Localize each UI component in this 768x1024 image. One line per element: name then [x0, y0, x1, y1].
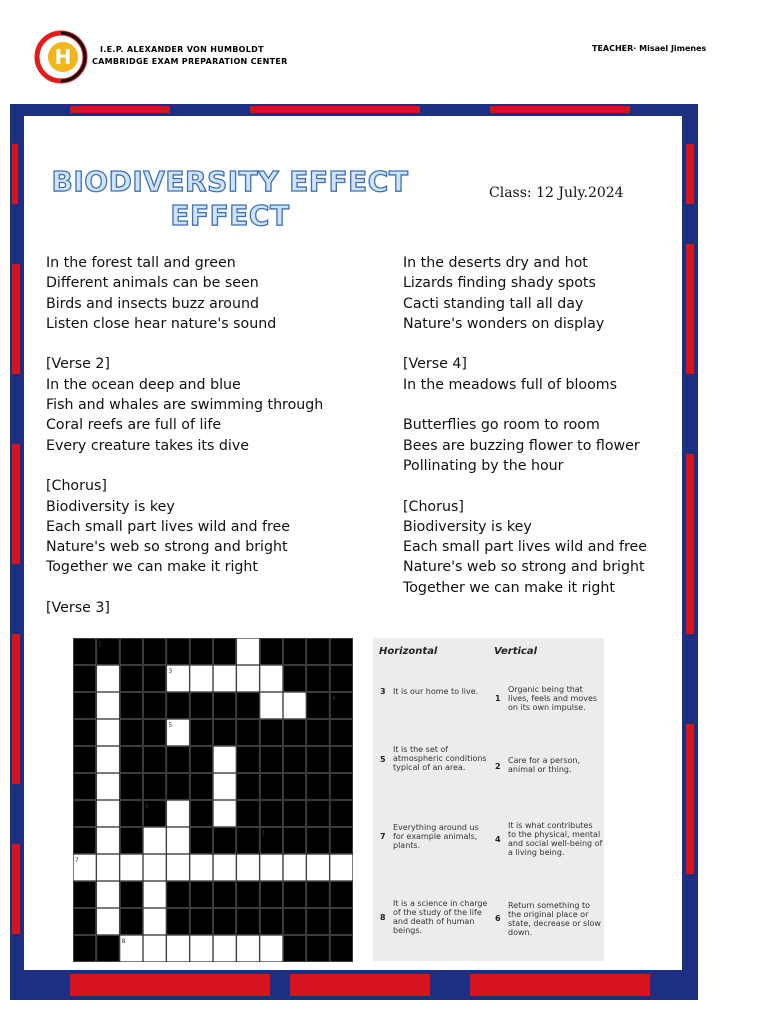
crossword-cell-white: [260, 693, 282, 719]
crossword-cell-black: [307, 747, 329, 773]
crossword-cell-black: [237, 801, 259, 827]
crossword-cell-white: [260, 936, 282, 962]
crossword-cell-black: [237, 774, 259, 800]
school-name-line1: I.E.P. ALEXANDER VON HUMBOLDT: [100, 45, 264, 54]
crossword-cell-black: [330, 666, 352, 692]
crossword-cell-black: [120, 747, 142, 773]
lyric-line: Together we can make it right: [46, 559, 258, 576]
crossword-number: 3: [168, 668, 173, 675]
crossword-cell-white: [284, 693, 306, 719]
crossword-cell-white: [237, 639, 259, 665]
crossword-cell-black: [120, 720, 142, 746]
crossword-cell-white: [260, 666, 282, 692]
lyric-line: Pollinating by the hour: [403, 457, 564, 474]
crossword-cell-black: [260, 882, 282, 908]
crossword-cell-black: [260, 747, 282, 773]
crossword-cell-black: [120, 774, 142, 800]
crossword-cell-white: [330, 855, 352, 881]
crossword-cell-white: [260, 855, 282, 881]
lyric-line: Every creature takes its dive: [46, 437, 249, 454]
crossword-cell-black: [74, 747, 96, 773]
lyric-line: In the deserts dry and hot: [403, 255, 588, 271]
crossword-cell-black: [190, 828, 212, 854]
crossword-cell-black: [190, 720, 212, 746]
crossword-cell-black: [144, 693, 166, 719]
crossword-cell-black: [284, 909, 306, 935]
crossword-cell-black: [120, 828, 142, 854]
crossword-number: 4: [331, 695, 336, 702]
clue-h-number: 7: [380, 832, 386, 841]
lyric-line: Butterflies go room to room: [403, 417, 600, 434]
crossword-cell-black: [284, 828, 306, 854]
crossword-cell-black: [167, 882, 189, 908]
crossword-cell-black: [190, 909, 212, 935]
lyric-line: Each small part lives wild and free: [403, 539, 647, 556]
crossword-cell-white: [97, 828, 119, 854]
crossword-cell-black: [120, 693, 142, 719]
school-logo: [34, 30, 88, 84]
crossword-cell-black: [330, 720, 352, 746]
lyric-line: Lizards finding shady spots: [403, 275, 596, 292]
title-line1: BIODIVERSITY EFFECT: [51, 165, 409, 198]
clue-v-number: 6: [495, 914, 501, 923]
crossword-cell-black: [190, 774, 212, 800]
crossword-cell-white: [97, 855, 119, 881]
crossword-cell-black: [144, 666, 166, 692]
crossword-cell-white: [97, 882, 119, 908]
lyric-line: Nature's web so strong and bright: [403, 559, 645, 576]
crossword-cell-white: [144, 936, 166, 962]
crossword-cell-black: [260, 909, 282, 935]
crossword-cell-white: [190, 855, 212, 881]
crossword-cell-black: [307, 774, 329, 800]
clue-v-text: It is what contributes to the physical, mental and social well-being of a living being.: [508, 821, 603, 857]
blank-line: [46, 334, 323, 354]
crossword-cell-black: [214, 693, 236, 719]
crossword-cell-black: [144, 747, 166, 773]
crossword-cell-black: [74, 801, 96, 827]
vertical-heading: Vertical: [494, 646, 538, 657]
crossword-cell-black: [330, 936, 352, 962]
crossword-cell-white: [214, 936, 236, 962]
crossword-cell-white: [167, 801, 189, 827]
clue-h-text: It is the set of atmospheric conditions typical of an area.: [393, 745, 487, 772]
crossword-cell-black: [260, 720, 282, 746]
crossword-cell-black: [307, 801, 329, 827]
crossword-cell-white: [144, 909, 166, 935]
crossword-cell-black: [330, 801, 352, 827]
crossword-cell-black: [237, 828, 259, 854]
crossword-cell-black: [260, 639, 282, 665]
worksheet-title: [40, 165, 420, 233]
clue-h-text: Everything around us for example animals, plants.: [393, 823, 479, 850]
crossword-cell-black: [260, 774, 282, 800]
lyric-line: [Verse 2]: [46, 356, 110, 373]
crossword-cell-black: [167, 747, 189, 773]
crossword-cell-black: [330, 828, 352, 854]
crossword-cell-black: [190, 639, 212, 665]
lyric-line: Nature's web so strong and bright: [46, 539, 288, 556]
school-name: [92, 44, 288, 68]
crossword-number: 5: [168, 722, 173, 729]
crossword-number: 1: [261, 830, 266, 837]
crossword-cell-white: [97, 666, 119, 692]
crossword-cell-black: [284, 747, 306, 773]
crossword-cell-black: [237, 747, 259, 773]
crossword-cell-white: [167, 936, 189, 962]
crossword-cell-black: [307, 639, 329, 665]
crossword-cell-white: [214, 855, 236, 881]
blank-line: [403, 395, 647, 415]
crossword-cell-black: [74, 666, 96, 692]
lyric-line: Biodiversity is key: [403, 518, 532, 535]
crossword-cell-black: [214, 882, 236, 908]
lyric-line: In the forest tall and green: [46, 255, 236, 271]
lyric-line: Coral reefs are full of life: [46, 417, 222, 434]
crossword-cell-white: [237, 666, 259, 692]
crossword-cell-white: [214, 666, 236, 692]
crossword-cell-black: [167, 774, 189, 800]
crossword-cell-black: [214, 720, 236, 746]
crossword-cell-white: [120, 855, 142, 881]
crossword-cell-black: [167, 909, 189, 935]
blank-line: [403, 476, 647, 496]
crossword-cell-white: [97, 720, 119, 746]
crossword-cell-black: [284, 882, 306, 908]
crossword-cell-black: [330, 639, 352, 665]
crossword-cell-black: [307, 666, 329, 692]
crossword-cell-white: [214, 801, 236, 827]
lyric-line: Each small part lives wild and free: [46, 518, 290, 535]
lyric-line: Together we can make it right: [403, 579, 615, 596]
crossword-cell-black: [144, 774, 166, 800]
crossword-cell-white: [97, 909, 119, 935]
lyric-line: [Verse 3]: [46, 600, 110, 617]
crossword-cell-black: [284, 936, 306, 962]
crossword-cell-black: [307, 828, 329, 854]
crossword-cell-black: [190, 747, 212, 773]
crossword-cell-black: [120, 882, 142, 908]
title-line2: EFFECT: [170, 199, 290, 232]
crossword-cell-black: [260, 801, 282, 827]
lyric-line: [Verse 4]: [403, 356, 467, 373]
clue-v-number: 4: [495, 835, 501, 844]
crossword-cell-black: [237, 693, 259, 719]
crossword-cell-white: [167, 828, 189, 854]
crossword-cell-white: [97, 747, 119, 773]
lyric-line: [Chorus]: [46, 478, 107, 495]
clue-v-number: 1: [495, 694, 501, 703]
class-date: Class: 12 July.2024: [489, 185, 624, 201]
crossword-cell-black: [190, 693, 212, 719]
clue-h-text: It is our home to live.: [393, 687, 479, 696]
crossword-cell-black: [74, 909, 96, 935]
crossword-cell-black: [214, 909, 236, 935]
crossword-cell-black: [330, 747, 352, 773]
crossword-cell-white: [144, 855, 166, 881]
crossword-number: 7: [75, 857, 79, 864]
crossword-cell-white: [237, 936, 259, 962]
lyric-line: Listen close hear nature's sound: [46, 315, 277, 332]
crossword-cell-black: [307, 882, 329, 908]
crossword-cell-white: [307, 855, 329, 881]
crossword-cell-black: [284, 774, 306, 800]
crossword-cell-white: [167, 855, 189, 881]
clue-h-number: 8: [380, 913, 386, 922]
crossword-cell-black: [307, 909, 329, 935]
school-name-line2: CAMBRIDGE EXAM PREPARATION CENTER: [92, 57, 288, 66]
crossword-cell-white: [144, 882, 166, 908]
crossword-cell-black: [74, 774, 96, 800]
crossword-cell-black: [74, 639, 96, 665]
crossword-cell-black: [120, 801, 142, 827]
crossword-cell-black: [330, 909, 352, 935]
lyric-line: In the ocean deep and blue: [46, 376, 241, 393]
crossword-cell-black: [330, 774, 352, 800]
lyric-line: Cacti standing tall all day: [403, 295, 584, 312]
clue-h-text: It is a science in charge of the study of the life and death of human beings.: [393, 899, 488, 935]
crossword-cell-black: [307, 720, 329, 746]
crossword-cell-white: [97, 801, 119, 827]
crossword-cell-black: [214, 639, 236, 665]
blank-line: [403, 334, 647, 354]
crossword-cell-black: [214, 828, 236, 854]
crossword-number: 8: [121, 938, 126, 945]
crossword-cell-black: [74, 936, 96, 962]
crossword-cell-white: [190, 666, 212, 692]
clue-v-text: Organic being that lives, feels and moves on its own impulse.: [508, 685, 598, 712]
crossword-cell-white: [237, 855, 259, 881]
crossword-cell-black: [237, 720, 259, 746]
lyric-line: In the meadows full of blooms: [403, 376, 617, 393]
crossword-cell-white: [214, 774, 236, 800]
crossword-number: 6: [145, 803, 149, 810]
crossword-cell-white: [97, 693, 119, 719]
crossword-cell-black: [284, 720, 306, 746]
lyric-line: Birds and insects buzz around: [46, 295, 259, 312]
crossword-cell-black: [237, 882, 259, 908]
lyric-line: Biodiversity is key: [46, 498, 175, 515]
lyric-line: Different animals can be seen: [46, 275, 259, 292]
lyrics-left-column: [46, 253, 323, 618]
blank-line: [46, 578, 323, 598]
crossword-cell-black: [97, 936, 119, 962]
crossword-cell-black: [120, 639, 142, 665]
crossword-cell-black: [190, 882, 212, 908]
crossword-cell-white: [144, 828, 166, 854]
clues-panel: [373, 638, 604, 961]
clue-h-number: 3: [380, 687, 386, 696]
crossword-cell-black: [74, 882, 96, 908]
crossword-cell-white: [284, 855, 306, 881]
crossword-cell-black: [237, 909, 259, 935]
crossword-cell-white: [97, 774, 119, 800]
clue-v-number: 2: [495, 762, 501, 771]
clue-v-text: Return something to the original place or state, decrease or slow down.: [508, 901, 601, 937]
crossword-cell-black: [74, 828, 96, 854]
lyrics-right-column: [403, 253, 647, 598]
crossword-cell-black: [284, 666, 306, 692]
crossword-cell-black: [284, 801, 306, 827]
teacher-name: TEACHER· Misael Jimenes: [592, 44, 707, 53]
crossword-cell-black: [144, 639, 166, 665]
crossword-cell-black: [330, 882, 352, 908]
horizontal-heading: Horizontal: [379, 646, 438, 657]
crossword-cell-black: [120, 666, 142, 692]
crossword-cell-black: [190, 801, 212, 827]
crossword-cell-black: [144, 720, 166, 746]
lyric-line: Nature's wonders on display: [403, 315, 605, 332]
lyric-line: [Chorus]: [403, 498, 464, 515]
crossword-cell-black: [307, 936, 329, 962]
clue-h-number: 5: [380, 755, 386, 764]
crossword-cell-black: [120, 909, 142, 935]
crossword-grid: [73, 638, 353, 962]
crossword-cell-black: [307, 693, 329, 719]
clue-v-text: Care for a person, animal or thing.: [508, 756, 581, 774]
crossword-cell-black: [167, 639, 189, 665]
crossword-cell-black: [74, 720, 96, 746]
crossword-cell-black: [167, 693, 189, 719]
logo-letter: H: [54, 45, 72, 69]
blank-line: [46, 456, 323, 476]
crossword-number: 2: [98, 641, 103, 648]
crossword-cell-white: [190, 936, 212, 962]
crossword-cell-white: [214, 747, 236, 773]
crossword-cell-black: [284, 639, 306, 665]
lyric-line: Bees are buzzing flower to flower: [403, 437, 640, 454]
crossword-cell-black: [74, 693, 96, 719]
lyric-line: Fish and whales are swimming through: [46, 397, 324, 414]
